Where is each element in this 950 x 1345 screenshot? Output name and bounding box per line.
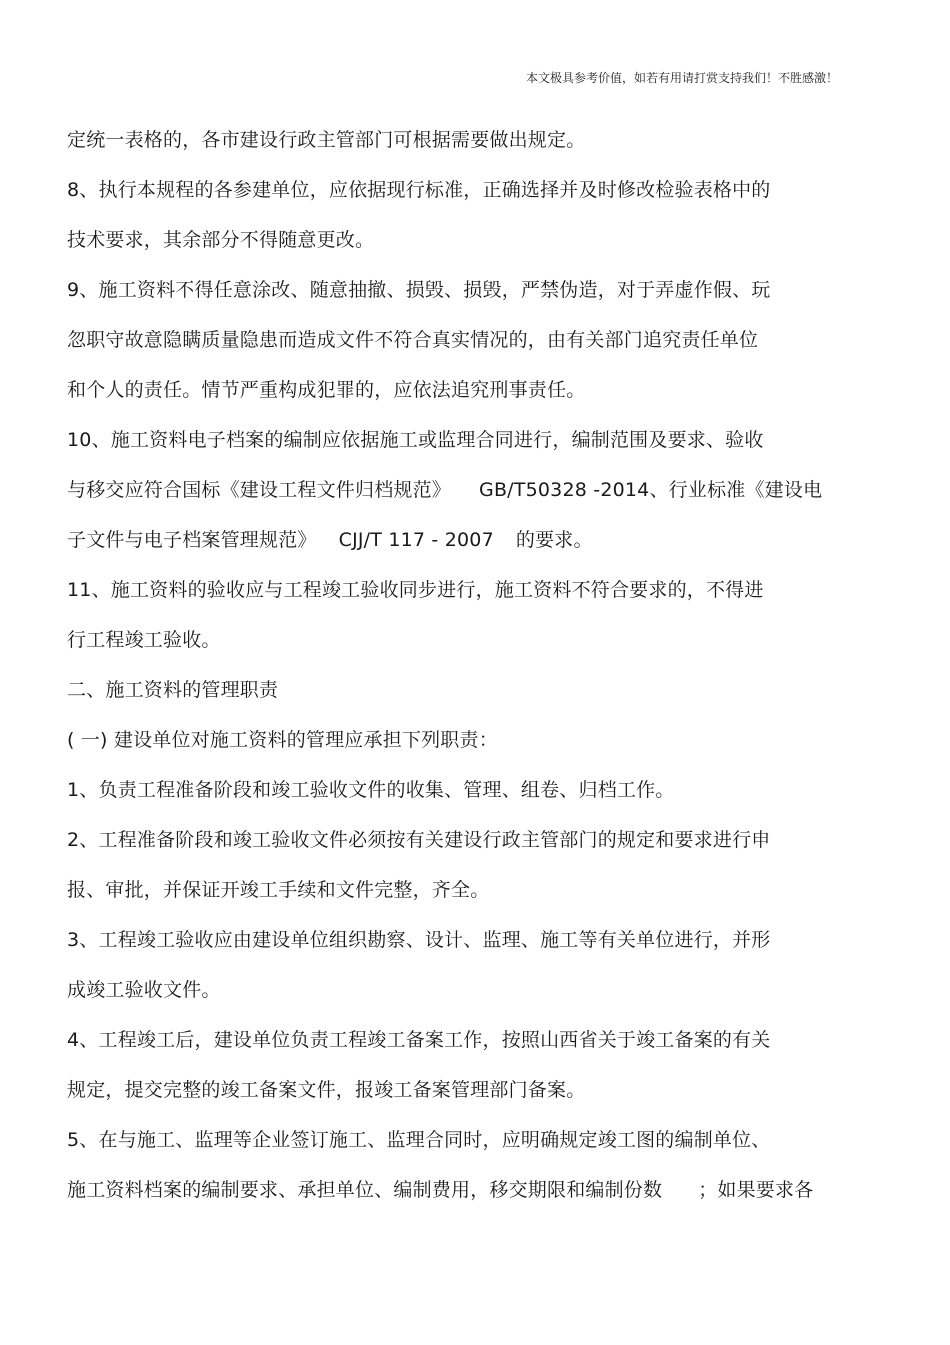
text-line: 3、工程竣工验收应由建设单位组织勘察、设计、监理、施工等有关单位进行，并形 [67, 929, 771, 951]
text-line: 2、工程准备阶段和竣工验收文件必须按有关建设行政主管部门的规定和要求进行申 [67, 829, 771, 851]
text-line: 行工程竣工验收。 [67, 629, 221, 651]
text-segment: 与移交应符合国标《建设工程文件归档规范》 [67, 479, 452, 501]
document-body [67, 124, 897, 1224]
text-line: 定统一表格的，各市建设行政主管部门可根据需要做出规定。 [67, 129, 586, 151]
text-segment: ；如果要求各 [698, 1179, 814, 1201]
text-line: 和个人的责任。情节严重构成犯罪的，应依法追究刑事责任。 [67, 379, 586, 401]
header-note: 本文极具参考价值，如若有用请打赏支持我们！不胜感激！ [525, 71, 838, 85]
text-line: 1、负责工程准备阶段和竣工验收文件的收集、管理、组卷、归档工作。 [67, 779, 675, 801]
text-segment: 的要求。 [515, 529, 593, 551]
text-segment: 施工资料档案的编制要求、承担单位、编制费用，移交期限和编制份数 [67, 1179, 663, 1201]
text-line [67, 1174, 897, 1224]
text-line: 4、工程竣工后，建设单位负责工程竣工备案工作，按照山西省关于竣工备案的有关 [67, 1029, 771, 1051]
text-line: 忽职守故意隐瞒质量隐患而造成文件不符合真实情况的，由有关部门追究责任单位 [67, 329, 759, 351]
section-heading: 二、施工资料的管理职责 [67, 679, 279, 701]
text-line: 报、审批，并保证开竣工手续和文件完整，齐全。 [67, 879, 490, 901]
subsection-heading: ( 一) 建设单位对施工资料的管理应承担下列职责： [67, 729, 498, 751]
text-segment: CJJ/T 117 - 2007 [338, 529, 494, 551]
text-segment: 子文件与电子档案管理规范》 [67, 529, 317, 551]
text-segment: GB/T50328 -2014、行业标准《建设电 [479, 479, 823, 501]
text-line: 10、施工资料电子档案的编制应依据施工或监理合同进行，编制范围及要求、验收 [67, 429, 764, 451]
text-line [67, 474, 897, 524]
text-line: 规定，提交完整的竣工备案文件，报竣工备案管理部门备案。 [67, 1079, 586, 1101]
text-line: 9、施工资料不得任意涂改、随意抽撤、损毁、损毁，严禁伪造，对于弄虚作假、玩 [67, 279, 771, 301]
text-line: 11、施工资料的验收应与工程竣工验收同步进行，施工资料不符合要求的，不得进 [67, 579, 764, 601]
text-line: 5、在与施工、监理等企业签订施工、监理合同时，应明确规定竣工图的编制单位、 [67, 1129, 771, 1151]
text-line: 成竣工验收文件。 [67, 979, 221, 1001]
text-line: 技术要求，其余部分不得随意更改。 [67, 229, 375, 251]
text-line [67, 524, 897, 574]
text-line: 8、执行本规程的各参建单位，应依据现行标准，正确选择并及时修改检验表格中的 [67, 179, 771, 201]
